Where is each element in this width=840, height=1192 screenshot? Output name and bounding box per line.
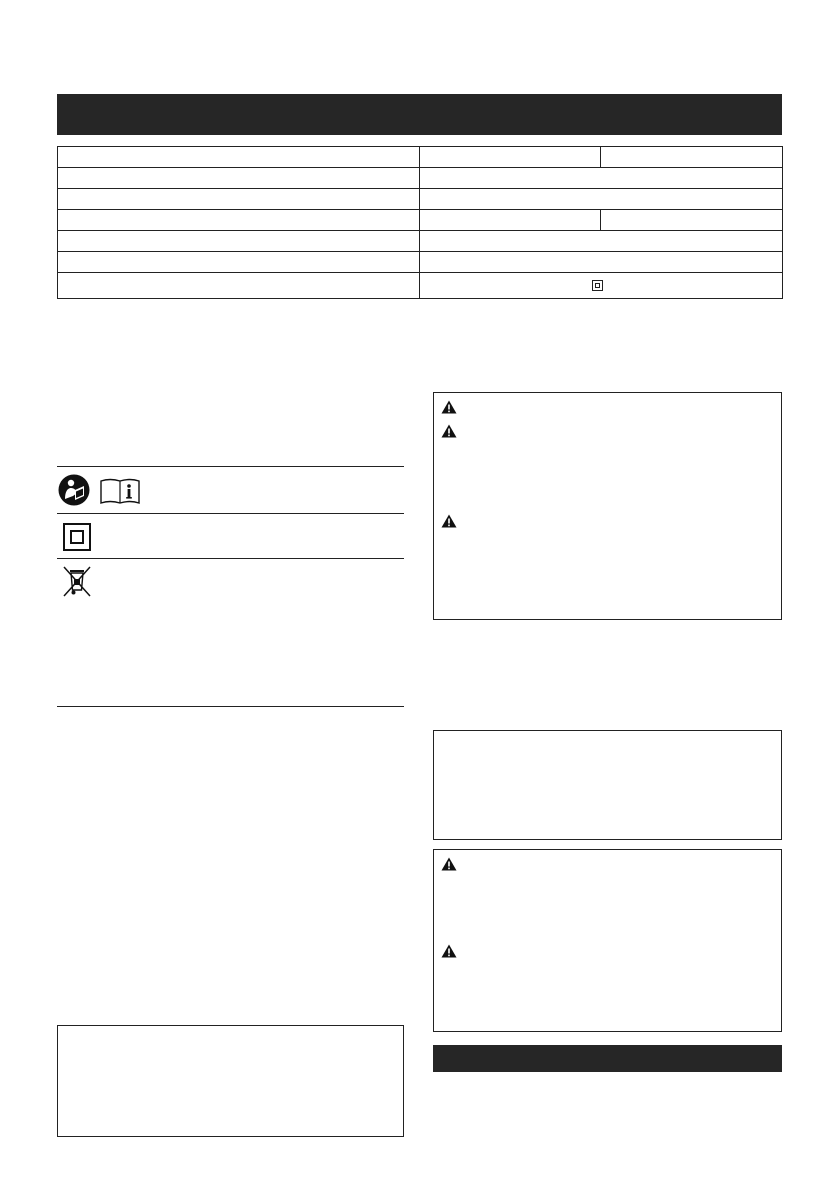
table-cell xyxy=(420,273,783,299)
table-cell xyxy=(420,147,601,168)
table-row xyxy=(58,147,783,168)
information-book-icon xyxy=(100,478,140,504)
table-cell xyxy=(58,168,420,189)
table-row xyxy=(58,252,783,273)
note-box xyxy=(57,1025,404,1137)
class-ii-double-insulation-icon xyxy=(63,523,91,551)
class-ii-double-insulation-icon xyxy=(592,280,603,291)
specification-table xyxy=(57,146,783,299)
table-cell xyxy=(58,210,420,231)
table-cell xyxy=(420,189,783,210)
note-box xyxy=(433,730,782,840)
table-cell xyxy=(420,252,783,273)
section-header-bar xyxy=(433,1045,782,1072)
table-cell xyxy=(601,147,783,168)
table-row xyxy=(58,189,783,210)
table-cell xyxy=(58,189,420,210)
warning-triangle-icon xyxy=(441,424,457,438)
divider xyxy=(57,466,404,467)
crossed-out-wheelie-bin-icon xyxy=(62,565,92,598)
table-cell xyxy=(420,168,783,189)
table-cell xyxy=(58,273,420,299)
table-cell xyxy=(420,210,601,231)
warning-triangle-icon xyxy=(441,514,457,528)
table-row xyxy=(58,231,783,252)
table-cell xyxy=(58,231,420,252)
divider xyxy=(57,706,404,707)
warning-triangle-icon xyxy=(441,400,457,414)
table-row xyxy=(58,168,783,189)
table-cell xyxy=(601,210,783,231)
table-cell xyxy=(420,231,783,252)
divider xyxy=(57,513,404,514)
table-row xyxy=(58,273,783,299)
divider xyxy=(57,558,404,559)
table-cell xyxy=(58,252,420,273)
table-row xyxy=(58,210,783,231)
table-cell xyxy=(58,147,420,168)
warning-box xyxy=(433,392,782,620)
read-manual-icon xyxy=(58,474,90,506)
section-header-bar xyxy=(57,94,782,135)
warning-triangle-icon xyxy=(441,944,457,958)
warning-box xyxy=(433,849,782,1032)
warning-triangle-icon xyxy=(441,857,457,871)
